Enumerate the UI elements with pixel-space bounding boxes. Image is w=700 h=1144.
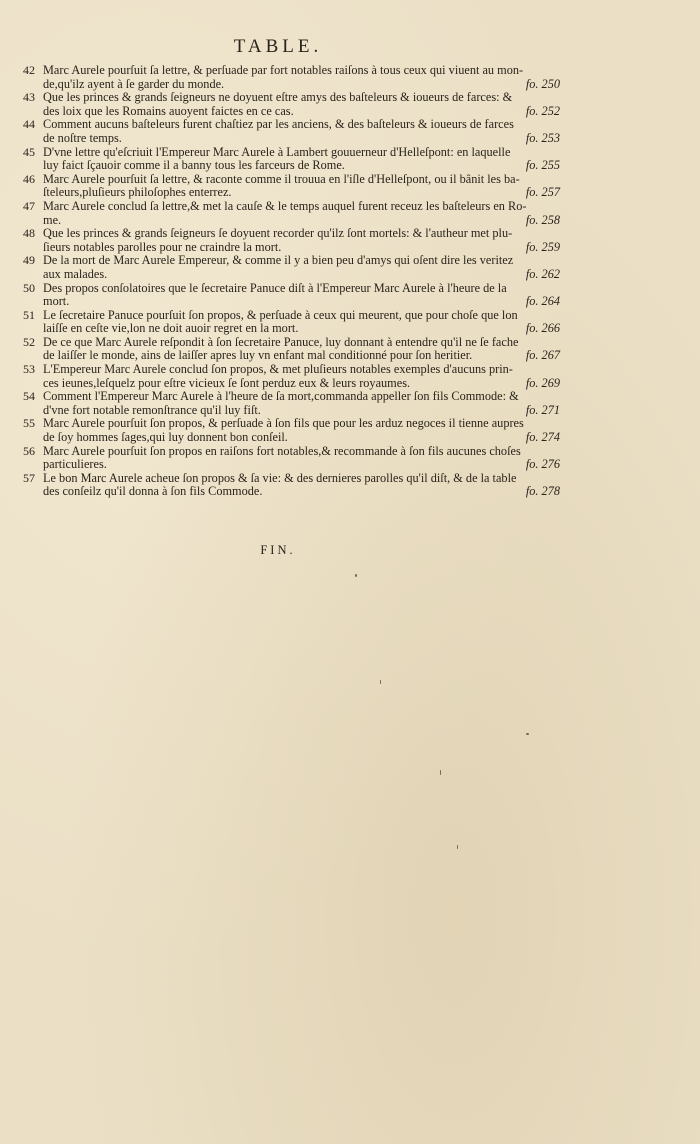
entry-number: 43 — [23, 90, 35, 105]
toc-entry — [23, 363, 560, 390]
entry-number: 48 — [23, 226, 35, 241]
toc-entry — [23, 200, 560, 227]
entry-folio: fo. 266 — [525, 321, 560, 336]
toc-entry — [23, 227, 560, 254]
entry-text-line2: de laiſſer le monde, ains de laiſſer apres luy vn enfant mal conditionné pour ſon heritier. — [43, 348, 473, 363]
entry-text-line1: Marc Aurele pourſuit ſa lettre, & raconte comme il trouua en l'iſle d'Helleſpont, ou il bânit les ba- — [43, 171, 520, 186]
entry-text-line1: Marc Aurele pourſuit ſa lettre, & perſuade par fort notables raiſons à tous ceux qui viuent au mon- — [43, 63, 524, 77]
paper-speck — [440, 770, 441, 775]
entry-number: 50 — [23, 280, 35, 295]
entry-text-line2: de,qu'ilz ayent à ſe garder du monde. — [43, 76, 225, 91]
entry-folio: fo. 259 — [525, 239, 560, 254]
entry-text-line1: Comment l'Empereur Marc Aurele à l'heure de ſa mort,commanda appeller ſon fils Commode: & — [43, 389, 519, 404]
entry-folio: fo. 257 — [525, 185, 560, 200]
entry-folio: fo. 262 — [525, 266, 560, 281]
toc-entry — [23, 254, 560, 281]
entry-number: 53 — [23, 362, 35, 377]
entry-text-line1: Des propos conſolatoires que le ſecretaire Panuce diſt à l'Empereur Marc Aurele à l'heure de la — [43, 280, 507, 295]
entry-text-line2: aux malades. — [43, 266, 108, 281]
entry-number: 47 — [23, 198, 35, 213]
entry-text-line2: de ſoy hommes ſages,qui luy donnent bon conſeil. — [43, 430, 288, 445]
entry-text-line2: d'vne fort notable remonſtrance qu'il luy fiſt. — [43, 402, 261, 417]
entry-text-line2: de noſtre temps. — [43, 130, 122, 145]
toc-entry — [23, 118, 560, 145]
entry-text-line1: Marc Aurele conclud ſa lettre,& met la cauſe & le temps auquel furent receuz les baſteleurs en Ro- — [43, 198, 527, 213]
entry-number: 46 — [23, 171, 35, 186]
toc-entry — [23, 417, 560, 444]
entry-text-line1: Que les princes & grands ſeigneurs ne doyuent eſtre amys des baſteleurs & ioueurs de farces: & — [43, 90, 513, 105]
entry-number: 49 — [23, 253, 35, 268]
entry-number: 56 — [23, 443, 35, 458]
toc-entry — [23, 390, 560, 417]
table-of-contents — [23, 64, 560, 499]
entry-folio: fo. 255 — [525, 158, 560, 173]
toc-entry — [23, 336, 560, 363]
entry-number: 55 — [23, 416, 35, 431]
entry-text-line1: Le ſecretaire Panuce pourſuit ſon propos, & perſuade à ceux qui meurent, que pour choſe que lon — [43, 307, 518, 322]
entry-number: 57 — [23, 470, 35, 485]
entry-text-line1: Marc Aurele pourſuit ſon propos, & perſuade à ſon fils que pour les arduz negoces il tienne aupres — [43, 416, 524, 431]
entry-text-line2: des loix que les Romains auoyent faictes en ce cas. — [43, 103, 294, 118]
paper-speck — [355, 574, 357, 577]
entry-folio: fo. 252 — [525, 103, 560, 118]
page-title: TABLE. — [233, 36, 323, 57]
entry-text-line2: des conſeilz qu'il donna à ſon fils Commode. — [43, 484, 263, 499]
entry-number: 52 — [23, 334, 35, 349]
entry-text-line1: Marc Aurele pourſuit ſon propos en raiſons fort notables,& recommande à ſon fils aucunes choſes — [43, 443, 521, 458]
toc-entry — [23, 472, 560, 499]
entry-text-line2: ces ieunes,leſquelz pour eſtre vicieux ſe ſont perduz eux & leurs royaumes. — [43, 375, 411, 390]
entry-text-line1: D'vne lettre qu'eſcriuit l'Empereur Marc Aurele à Lambert gouuerneur d'Helleſpont: en laquelle — [43, 144, 511, 159]
entry-text-line2: laiſſe en ceſte vie,lon ne doit auoir regret en la mort. — [43, 321, 299, 336]
toc-entry — [23, 309, 560, 336]
entry-text-line1: De la mort de Marc Aurele Empereur, & comme il y a bien peu d'amys qui oſent dire les veritez — [43, 253, 514, 268]
entry-folio: fo. 258 — [525, 212, 560, 227]
entry-number: 42 — [23, 63, 35, 77]
entry-text-line1: Le bon Marc Aurele acheue ſon propos & ſa vie: & des dernieres parolles qu'il diſt, & de la table — [43, 470, 517, 485]
entry-text-line2: ſieurs notables parolles pour ne craindre la mort. — [43, 239, 282, 254]
toc-entry — [23, 146, 560, 173]
toc-entry — [23, 282, 560, 309]
entry-text-line1: Comment aucuns baſteleurs furent chaſtiez par les anciens, & des baſteleurs & ioueurs de farces — [43, 117, 514, 132]
entry-folio: fo. 271 — [525, 402, 560, 417]
paper-speck — [457, 845, 458, 849]
entry-number: 44 — [23, 117, 35, 132]
entry-folio: fo. 267 — [525, 348, 560, 363]
entry-folio: fo. 276 — [525, 457, 560, 472]
entry-number: 54 — [23, 389, 35, 404]
entry-number: 51 — [23, 307, 35, 322]
entry-text-line1: De ce que Marc Aurele reſpondit à ſon ſecretaire Panuce, luy donnant à entendre qu'il ne ſe fache — [43, 334, 519, 349]
entry-folio: fo. 253 — [525, 130, 560, 145]
entry-number: 45 — [23, 144, 35, 159]
toc-entry — [23, 91, 560, 118]
entry-folio: fo. 274 — [525, 430, 560, 445]
entry-folio: fo. 264 — [525, 294, 560, 309]
entry-text-line1: Que les princes & grands ſeigneurs ſe doyuent recorder qu'ilz ſont mortels: & l'autheur met plu- — [43, 226, 513, 241]
entry-text-line2: particulieres. — [43, 457, 107, 472]
end-marker: FIN. — [260, 543, 296, 557]
toc-entry — [23, 445, 560, 472]
entry-folio: fo. 278 — [525, 484, 560, 499]
entry-text-line2: me. — [43, 212, 62, 227]
entry-folio: fo. 269 — [525, 375, 560, 390]
toc-entry — [23, 64, 560, 91]
entry-text-line2: ſteleurs,pluſieurs philoſophes enterrez. — [43, 185, 232, 200]
toc-entry — [23, 173, 560, 200]
paper-speck — [526, 733, 529, 735]
entry-text-line1: L'Empereur Marc Aurele conclud ſon propos, & met pluſieurs notables exemples d'aucuns prin- — [43, 362, 513, 377]
paper-speck — [380, 680, 381, 684]
entry-text-line2: luy faict ſçauoir comme il a banny tous les farceurs de Rome. — [43, 158, 345, 173]
entry-text-line2: mort. — [43, 294, 70, 309]
entry-folio: fo. 250 — [525, 76, 560, 91]
